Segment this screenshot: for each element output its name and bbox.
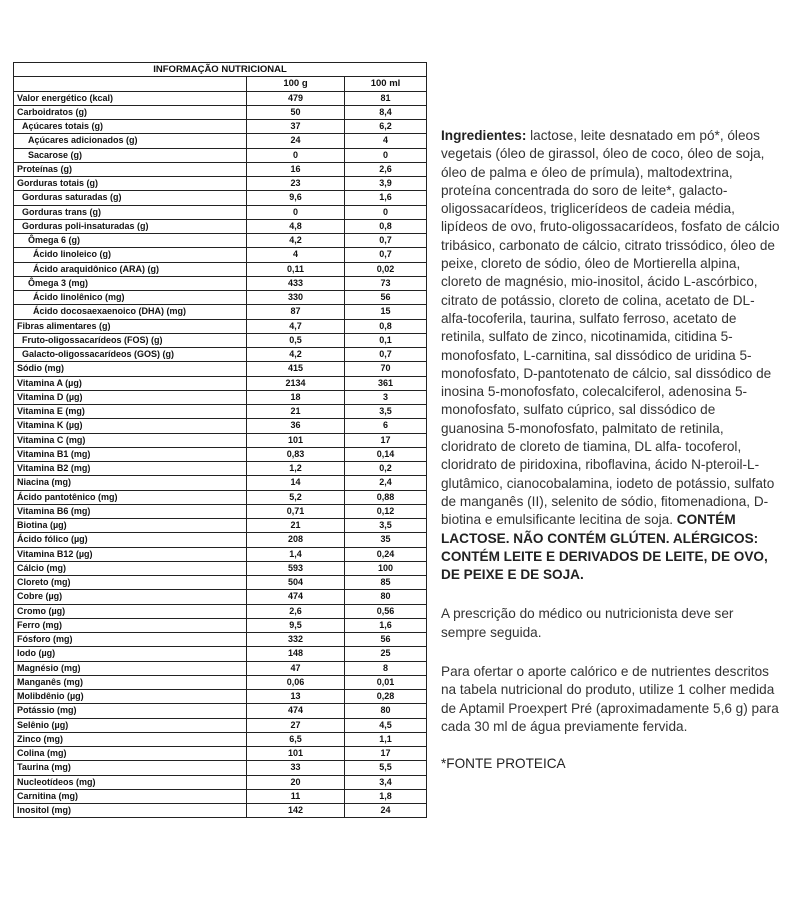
table-row [14,718,427,732]
value-100ml: 81 [345,91,427,105]
table-row [14,462,427,476]
value-100g: 23 [247,177,345,191]
nutrient-name: Cloreto (mg) [14,576,247,590]
nutrient-name: Biotina (µg) [14,519,247,533]
prescription-note: A prescrição do médico ou nutricionista deve ser sempre seguida. [441,606,734,640]
value-100ml: 3 [345,390,427,404]
table-row [14,134,427,148]
value-100g: 6,5 [247,732,345,746]
table-row [14,405,427,419]
table-row [14,761,427,775]
value-100ml: 3,5 [345,519,427,533]
header-100g: 100 g [247,77,345,91]
value-100g: 16 [247,162,345,176]
table-row [14,262,427,276]
value-100g: 332 [247,633,345,647]
table-row [14,333,427,347]
value-100ml: 0,1 [345,333,427,347]
value-100g: 101 [247,747,345,761]
nutrition-table-container [13,62,426,818]
nutrient-name: Carboidratos (g) [14,105,247,119]
value-100ml: 361 [345,376,427,390]
value-100g: 0,5 [247,333,345,347]
value-100g: 14 [247,476,345,490]
value-100g: 593 [247,561,345,575]
nutrient-name: Ácido linoleico (g) [14,248,247,262]
nutrient-name: Vitamina B2 (mg) [14,462,247,476]
table-row [14,205,427,219]
value-100ml: 0,56 [345,604,427,618]
nutrient-name: Vitamina E (mg) [14,405,247,419]
nutrient-name: Ácido fólico (µg) [14,533,247,547]
value-100g: 27 [247,718,345,732]
value-100ml: 1,8 [345,789,427,803]
header-empty-cell [14,77,247,91]
value-100g: 13 [247,690,345,704]
nutrient-name: Magnésio (mg) [14,661,247,675]
value-100ml: 0,24 [345,547,427,561]
nutrient-name: Taurina (mg) [14,761,247,775]
table-row [14,590,427,604]
value-100ml: 0,7 [345,234,427,248]
ingredients-label: Ingredientes: [441,128,527,143]
value-100ml: 0,2 [345,462,427,476]
nutrient-name: Vitamina K (µg) [14,419,247,433]
value-100ml: 0,14 [345,447,427,461]
value-100g: 0 [247,148,345,162]
value-100g: 148 [247,647,345,661]
nutrient-name: Ácido araquidônico (ARA) (g) [14,262,247,276]
value-100ml: 1,6 [345,618,427,632]
value-100g: 50 [247,105,345,119]
value-100ml: 35 [345,533,427,547]
table-row [14,390,427,404]
table-row [14,476,427,490]
value-100ml: 2,6 [345,162,427,176]
value-100g: 2,6 [247,604,345,618]
value-100g: 21 [247,405,345,419]
table-row [14,775,427,789]
nutrient-name: Ômega 6 (g) [14,234,247,248]
value-100g: 24 [247,134,345,148]
value-100ml: 0,7 [345,348,427,362]
nutrient-name: Gorduras poli-insaturadas (g) [14,219,247,233]
nutrient-name: Molibdênio (µg) [14,690,247,704]
nutrient-name: Vitamina B12 (µg) [14,547,247,561]
value-100g: 4 [247,248,345,262]
value-100ml: 80 [345,704,427,718]
table-row [14,105,427,119]
table-row [14,120,427,134]
value-100ml: 15 [345,305,427,319]
value-100ml: 2,4 [345,476,427,490]
nutrient-name: Cálcio (mg) [14,561,247,575]
nutrient-name: Cobre (µg) [14,590,247,604]
value-100g: 36 [247,419,345,433]
value-100g: 0,06 [247,675,345,689]
value-100g: 33 [247,761,345,775]
table-row [14,376,427,390]
nutrient-name: Gorduras saturadas (g) [14,191,247,205]
value-100ml: 0,8 [345,319,427,333]
nutrient-name: Galacto-oligossacarídeos (GOS) (g) [14,348,247,362]
value-100g: 5,2 [247,490,345,504]
value-100g: 479 [247,91,345,105]
table-row [14,547,427,561]
nutrient-name: Fósforo (mg) [14,633,247,647]
table-row [14,191,427,205]
value-100g: 20 [247,775,345,789]
value-100g: 101 [247,433,345,447]
table-row [14,747,427,761]
value-100ml: 1,6 [345,191,427,205]
table-row [14,433,427,447]
value-100g: 474 [247,704,345,718]
value-100ml: 4,5 [345,718,427,732]
nutrient-name: Fruto-oligossacarídeos (FOS) (g) [14,333,247,347]
table-row [14,561,427,575]
table-row [14,91,427,105]
nutrient-name: Colina (mg) [14,747,247,761]
nutrient-name: Carnitina (mg) [14,789,247,803]
value-100ml: 3,4 [345,775,427,789]
value-100g: 87 [247,305,345,319]
nutrient-name: Sacarose (g) [14,148,247,162]
value-100g: 1,2 [247,462,345,476]
table-row [14,576,427,590]
value-100ml: 8 [345,661,427,675]
table-row [14,732,427,746]
value-100g: 2134 [247,376,345,390]
table-row [14,276,427,290]
table-row [14,490,427,504]
value-100g: 433 [247,276,345,290]
nutrient-name: Valor energético (kcal) [14,91,247,105]
value-100g: 1,4 [247,547,345,561]
value-100g: 4,7 [247,319,345,333]
nutrient-name: Gorduras totais (g) [14,177,247,191]
value-100ml: 0 [345,205,427,219]
table-row [14,789,427,803]
table-row [14,219,427,233]
value-100ml: 56 [345,291,427,305]
value-100g: 0 [247,205,345,219]
nutrient-name: Ácido linolênico (mg) [14,291,247,305]
nutrient-name: Ácido pantotênico (mg) [14,490,247,504]
table-row [14,604,427,618]
allergen-warning: CONTÉM LACTOSE. NÃO CONTÉM GLÚTEN. ALÉRGICOS: CONTÉM LEITE E DERIVADOS DE LEITE, DE OVO, DE PEIXE E DE SOJA. [441,512,768,583]
table-row [14,804,427,818]
table-title: INFORMAÇÃO NUTRICIONAL [14,63,427,77]
value-100ml: 80 [345,590,427,604]
header-100ml: 100 ml [345,77,427,91]
table-row [14,319,427,333]
nutrient-name: Inositol (mg) [14,804,247,818]
value-100ml: 25 [345,647,427,661]
value-100ml: 0,8 [345,219,427,233]
value-100ml: 6,2 [345,120,427,134]
value-100g: 9,6 [247,191,345,205]
table-row [14,633,427,647]
value-100ml: 85 [345,576,427,590]
value-100g: 9,5 [247,618,345,632]
ingredients-list: lactose, leite desnatado em pó*, óleos vegetais (óleo de girassol, óleo de coco, óleo de soja, óleo de palma e óleo de prímula), maltodextrina, proteína concentrada do soro de leite*, galacto-oligossacarídeos, triglicerídeos de cadeia média, lipídeos de ovo, fruto-oligossacarídeos, fosfato de cálcio tribásico, carbonato de cálcio, citrato trissódico, óleo de peixe, cloreto de sódio, óleo de Mortierella alpina, cloreto de magnésio, mio-inositol, ácido L-ascórbico, citrato de potássio, cloreto de colina, acetato de DL-alfa-tocoferila, taurina, sulfato ferroso, acetato de retinila, sulfato de zinco, nicotinamida, citidina 5-monofosfato, L-carnitina, sal dissódico de uridina 5-monofosfato, D-pantotenato de cálcio, sal dissódico de inosina 5-monofosfato, colecalciferol, adenosina 5-monofosfato, sulfato cúprico, sal dissódico de guanosina 5-monofosfato, palmitato de retinila, cloridrato de cloreto de tiamina, DL alfa- tocoferol, cloridrato de piridoxina, riboflavina, ácido N-pteroil-L-glutâmico, cianocobalamina, iodeto de potássio, sulfato de manganês (II), selenito de sódio, fitomenadiona, D-biotina e emulsificante lecitina de soja. [441,128,780,528]
table-row [14,519,427,533]
table-row [14,419,427,433]
value-100ml: 0,12 [345,504,427,518]
value-100g: 208 [247,533,345,547]
value-100ml: 0,88 [345,490,427,504]
table-row [14,148,427,162]
nutrient-name: Manganês (mg) [14,675,247,689]
table-row [14,291,427,305]
value-100ml: 100 [345,561,427,575]
table-header-row [14,77,427,91]
text-column [441,127,781,774]
value-100g: 4,2 [247,348,345,362]
table-row [14,362,427,376]
table-row [14,690,427,704]
value-100ml: 3,5 [345,405,427,419]
value-100g: 415 [247,362,345,376]
table-row [14,661,427,675]
table-row [14,504,427,518]
nutrient-name: Vitamina D (µg) [14,390,247,404]
preparation-instructions: Para ofertar o aporte calórico e de nutrientes descritos na tabela nutricional do produto, utilize 1 colher medida de Aptamil Proexpert Pré (aproximadamente 5,6 g) para cada 30 ml de água previamente fervida. [441,664,779,734]
nutrient-name: Açúcares adicionados (g) [14,134,247,148]
value-100ml: 73 [345,276,427,290]
value-100g: 504 [247,576,345,590]
value-100ml: 17 [345,747,427,761]
nutrient-name: Gorduras trans (g) [14,205,247,219]
table-row [14,647,427,661]
nutrient-name: Ômega 3 (mg) [14,276,247,290]
value-100ml: 8,4 [345,105,427,119]
table-row [14,618,427,632]
table-row [14,533,427,547]
value-100g: 47 [247,661,345,675]
nutrient-name: Niacina (mg) [14,476,247,490]
table-row [14,305,427,319]
value-100g: 0,83 [247,447,345,461]
value-100ml: 0,02 [345,262,427,276]
table-row [14,177,427,191]
value-100g: 0,71 [247,504,345,518]
value-100ml: 5,5 [345,761,427,775]
nutrient-name: Proteínas (g) [14,162,247,176]
table-row [14,234,427,248]
value-100g: 142 [247,804,345,818]
nutrient-name: Sódio (mg) [14,362,247,376]
value-100g: 0,11 [247,262,345,276]
value-100ml: 0,7 [345,248,427,262]
nutrient-name: Fibras alimentares (g) [14,319,247,333]
nutrient-name: Vitamina B1 (mg) [14,447,247,461]
value-100g: 37 [247,120,345,134]
nutrient-name: Ácido docosaexaenoico (DHA) (mg) [14,305,247,319]
table-row [14,447,427,461]
value-100ml: 24 [345,804,427,818]
protein-source-note: *FONTE PROTEICA [441,756,566,772]
nutrient-name: Açúcares totais (g) [14,120,247,134]
value-100g: 474 [247,590,345,604]
nutrient-name: Potássio (mg) [14,704,247,718]
value-100ml: 4 [345,134,427,148]
value-100g: 4,8 [247,219,345,233]
value-100ml: 1,1 [345,732,427,746]
table-row [14,162,427,176]
value-100ml: 56 [345,633,427,647]
nutrient-name: Nucleotídeos (mg) [14,775,247,789]
table-row [14,248,427,262]
table-row [14,348,427,362]
table-row [14,675,427,689]
table-title-row [14,63,427,77]
table-row [14,704,427,718]
ingredients-paragraph [441,127,781,584]
value-100ml: 17 [345,433,427,447]
nutrient-name: Iodo (µg) [14,647,247,661]
nutrient-name: Zinco (mg) [14,732,247,746]
value-100ml: 0,01 [345,675,427,689]
nutrient-name: Vitamina B6 (mg) [14,504,247,518]
nutrient-name: Selênio (µg) [14,718,247,732]
value-100g: 21 [247,519,345,533]
value-100ml: 0,28 [345,690,427,704]
value-100g: 4,2 [247,234,345,248]
nutrient-name: Ferro (mg) [14,618,247,632]
nutrient-name: Vitamina C (mg) [14,433,247,447]
nutrient-name: Cromo (µg) [14,604,247,618]
value-100g: 330 [247,291,345,305]
value-100ml: 3,9 [345,177,427,191]
nutrition-table [13,62,427,818]
value-100g: 11 [247,789,345,803]
value-100ml: 0 [345,148,427,162]
value-100g: 18 [247,390,345,404]
nutrition-table-body [14,91,427,818]
nutrient-name: Vitamina A (µg) [14,376,247,390]
value-100ml: 6 [345,419,427,433]
value-100ml: 70 [345,362,427,376]
